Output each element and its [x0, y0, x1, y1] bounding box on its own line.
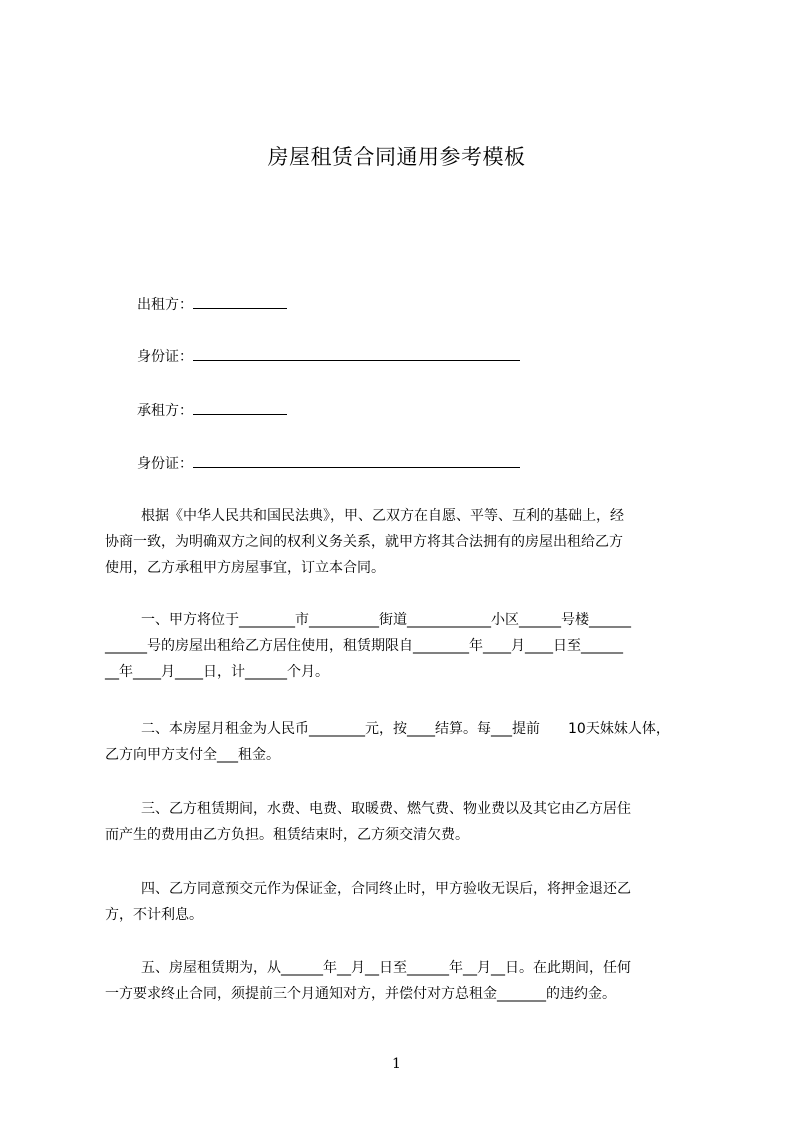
lessor-label: 出租方：	[137, 297, 193, 313]
lessor-field	[137, 293, 287, 315]
clause-5	[105, 955, 631, 1007]
clause-1-line: ______号的房屋出租给乙方居住使用，租赁期限自________年____月____日至______	[105, 638, 623, 654]
clause-1	[105, 607, 631, 685]
lessor-blank[interactable]	[193, 293, 287, 309]
clause-2	[105, 716, 670, 768]
clause-4-line: 四、乙方同意预交元作为保证金，合同终止时，甲方验收无误后，将押金退还乙	[141, 881, 631, 897]
lessee-field	[137, 399, 287, 421]
preamble-line: 根据《中华人民共和国民法典》，甲、乙双方在自愿、平等、互利的基础上，经	[141, 508, 624, 524]
clause-1-line: 一、甲方将位于________市__________街道____________小区______号楼______	[141, 612, 631, 628]
clause-4	[105, 876, 631, 928]
clause-2-line: 乙方向甲方支付全___租金。	[105, 747, 280, 763]
lessor-id-field	[137, 345, 520, 367]
clause-3	[105, 796, 631, 848]
clause-2-line: 二、本房屋月租金为人民币________元，按____结算。每___提前 10天妹妹人体，	[141, 721, 670, 737]
clause-3-line: 而产生的费用由乙方负担。租赁结束时，乙方须交清欠费。	[105, 827, 469, 843]
lessor-id-label: 身份证：	[137, 349, 193, 365]
clause-3-line: 三、乙方租赁期间，水费、电费、取暖费、燃气费、物业费以及其它由乙方居住	[141, 801, 631, 817]
clause-5-line: 一方要求终止合同，须提前三个月通知对方，并偿付对方总租金_______的违约金。	[105, 986, 616, 1002]
clause-4-line: 方，不计利息。	[105, 907, 203, 923]
lessee-id-blank[interactable]	[193, 452, 520, 468]
document-title: 房屋租赁合同通用参考模板	[267, 145, 526, 169]
preamble-paragraph	[105, 503, 624, 581]
lessee-label: 承租方：	[137, 403, 193, 419]
clause-1-line: __年____月____日，计______个月。	[105, 664, 329, 680]
preamble-line: 使用，乙方承租甲方房屋事宜，订立本合同。	[105, 560, 385, 576]
page-number: 1	[392, 1056, 401, 1072]
preamble-line: 协商一致，为明确双方之间的权利义务关系，就甲方将其合法拥有的房屋出租给乙方	[105, 534, 623, 550]
lessor-id-blank[interactable]	[193, 345, 520, 361]
clause-5-line: 五、房屋租赁期为，从______年__月__日至______年__月__日。在此期间，任何	[141, 960, 631, 976]
lessee-id-field	[137, 452, 520, 474]
lessee-id-label: 身份证：	[137, 456, 193, 472]
lessee-blank[interactable]	[193, 399, 287, 415]
